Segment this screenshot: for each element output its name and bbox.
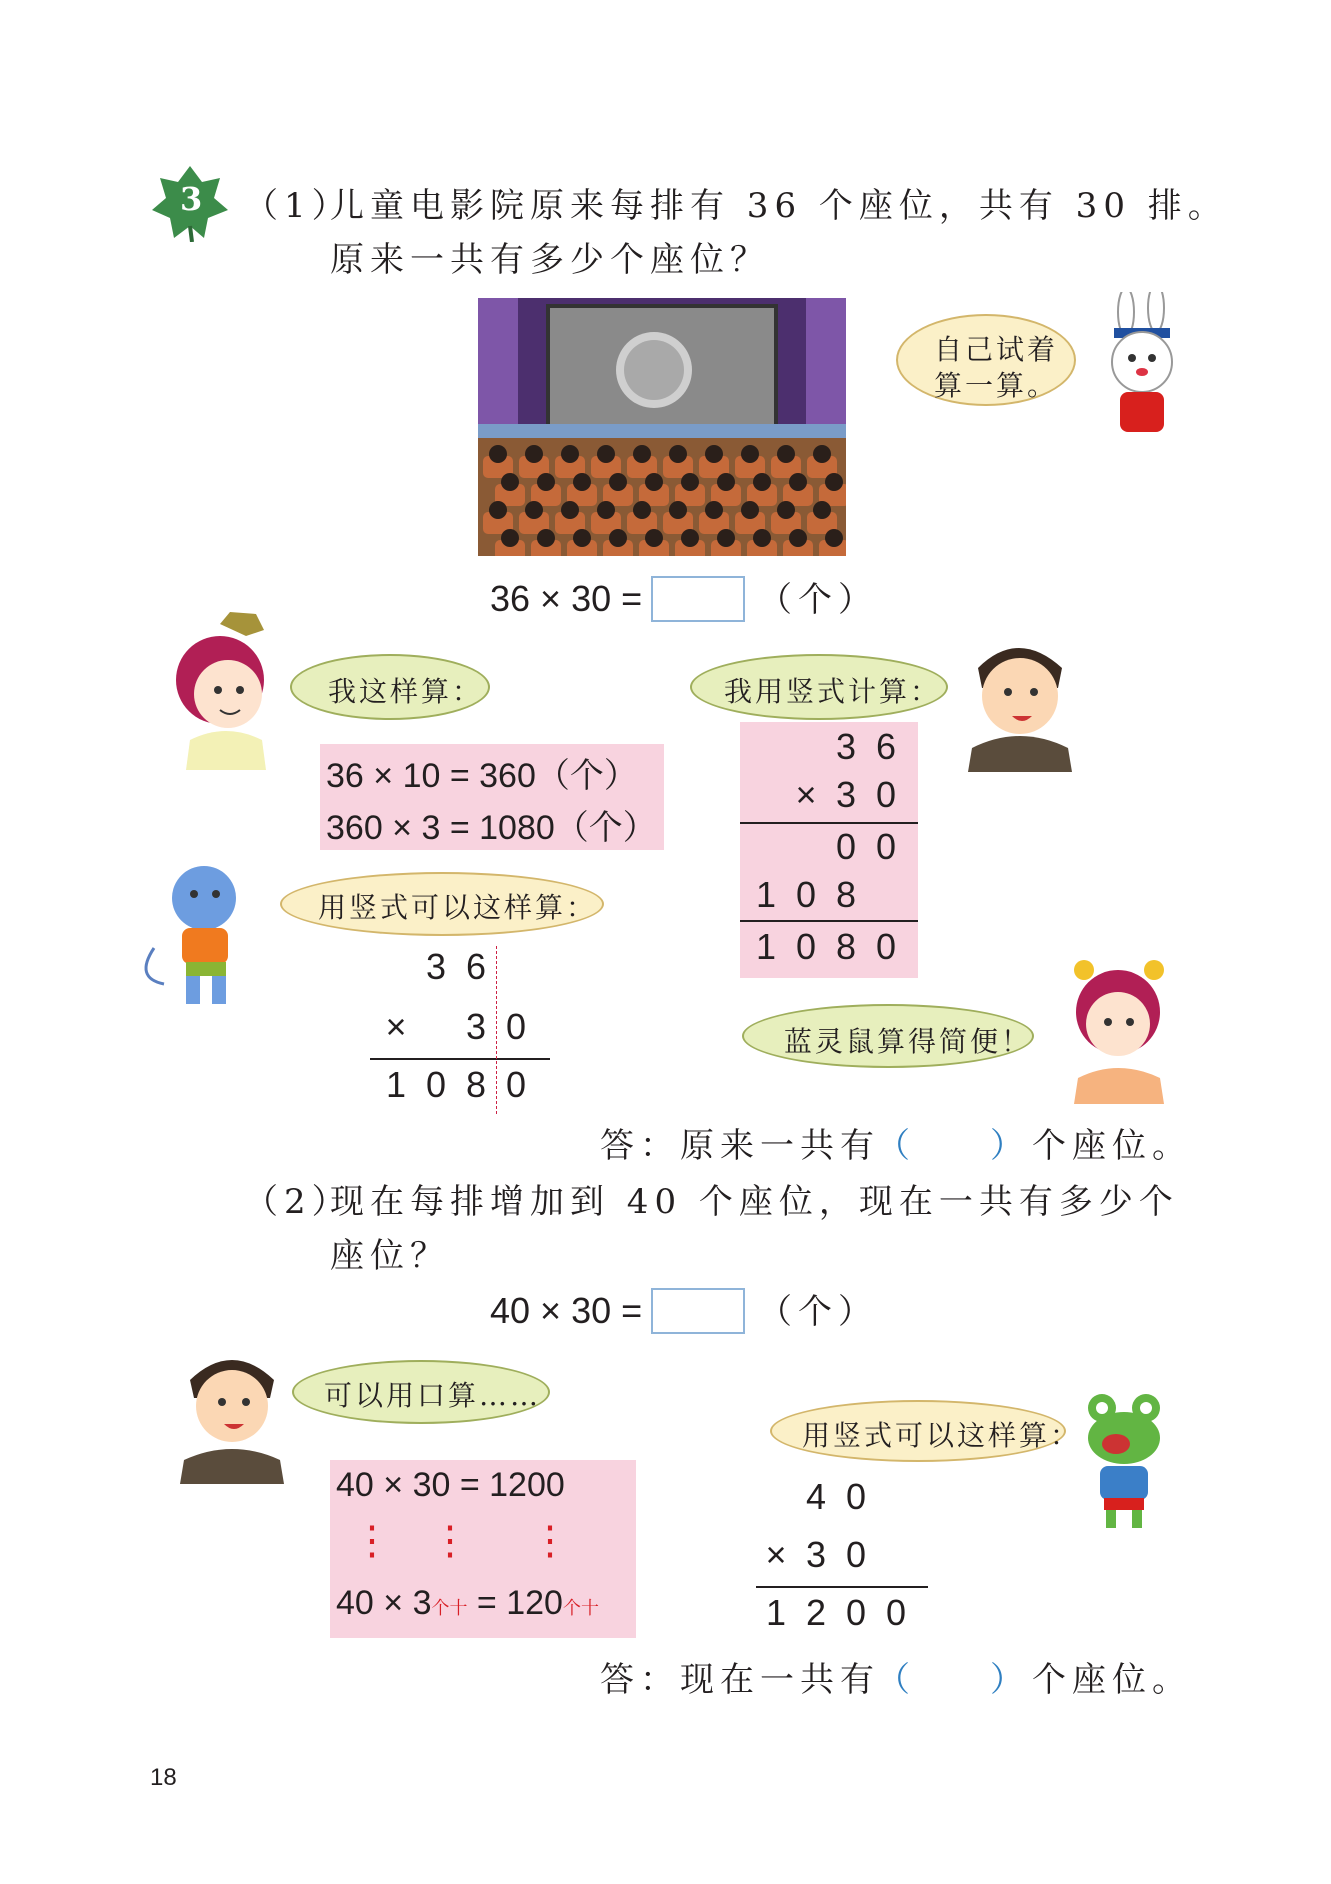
v1-row5: 1 0 8 0 <box>755 926 897 967</box>
vertical-calc-3 <box>756 1476 936 1646</box>
method2-unit-sub2: 个十 <box>562 1598 599 1618</box>
v1-rule1 <box>740 822 918 824</box>
boy2-bubble-text: 可以用口算…… <box>324 1379 542 1412</box>
audience-head <box>669 501 687 519</box>
part1-question-line1: 儿童电影院原来每排有 36 个座位，共有 30 排。 <box>330 186 1228 226</box>
v1-row4: 1 0 8 <box>755 874 857 915</box>
equation1-answer-box[interactable] <box>651 576 745 622</box>
audience-head <box>537 473 555 491</box>
audience-head <box>741 445 759 463</box>
rabbit-bubble-line2: 算一算。 <box>934 369 1059 402</box>
method2-dots-2: ⋮ <box>430 1518 470 1564</box>
answer2-close-paren: ） <box>990 1660 1024 1700</box>
frog-bubble-text: 用竖式可以这样算： <box>802 1419 1082 1452</box>
audience-head <box>717 529 735 547</box>
answer1-close-paren: ） <box>990 1126 1024 1166</box>
answer2-suffix: 个座位。 <box>1032 1660 1192 1700</box>
method1-line2: 360 × 3 = 1080（个） <box>326 809 657 847</box>
equation2-unit: （个） <box>758 1292 878 1332</box>
equation2-left: 40 × 30 = <box>490 1290 643 1331</box>
boy-character <box>958 628 1082 772</box>
answer1-open-paren: （ <box>876 1126 910 1166</box>
girl-speech-bubble <box>290 654 490 720</box>
part1-label: （1） <box>244 186 352 226</box>
answer2-prefix: 答：现在一共有 <box>600 1660 880 1700</box>
vertical-calc-1 <box>740 722 918 978</box>
audience-head <box>501 529 519 547</box>
problem-number-badge <box>150 162 230 242</box>
audience-head <box>669 445 687 463</box>
v2-rule <box>370 1058 550 1060</box>
audience-head <box>741 501 759 519</box>
part2-question-line2: 座位？ <box>330 1236 450 1276</box>
part2-label: （2） <box>244 1182 352 1222</box>
mouse-speech-bubble <box>280 872 604 936</box>
method2-line2 <box>336 1584 599 1623</box>
audience-head <box>777 445 795 463</box>
cinema-illustration <box>478 298 846 556</box>
audience-head <box>825 473 843 491</box>
audience-head <box>597 501 615 519</box>
audience-head <box>789 529 807 547</box>
audience-head <box>609 529 627 547</box>
method2-dots-3: ⋮ <box>530 1518 570 1564</box>
audience-head <box>501 473 519 491</box>
frog-speech-bubble <box>770 1400 1082 1462</box>
part2-question-line1: 现在每排增加到 40 个座位，现在一共有多少个 <box>330 1182 1179 1222</box>
v3-row1: 4 0 <box>805 1476 867 1517</box>
audience-head <box>825 529 843 547</box>
method1-box <box>320 744 664 850</box>
audience-head <box>633 501 651 519</box>
audience-head <box>813 445 831 463</box>
part1-question-line2: 原来一共有多少个座位？ <box>330 240 770 280</box>
audience-head <box>597 445 615 463</box>
v2-dashed-divider <box>496 946 497 1114</box>
boy2-character <box>176 1340 288 1484</box>
v3-row3: 1 2 0 0 <box>765 1592 907 1633</box>
answer1-suffix: 个座位。 <box>1032 1126 1192 1166</box>
audience-head <box>525 445 543 463</box>
answer1-prefix: 答：原来一共有 <box>600 1126 880 1166</box>
girl2-speech-bubble <box>742 1004 1034 1068</box>
v2-row2: × 3 0 <box>385 1006 527 1047</box>
answer1-blank[interactable] <box>920 1124 990 1166</box>
equation1-unit: （个） <box>758 580 878 620</box>
audience-head <box>789 473 807 491</box>
audience-head <box>525 501 543 519</box>
girl2-bubble-text: 蓝灵鼠算得简便！ <box>784 1025 1033 1058</box>
v3-rule <box>756 1586 928 1588</box>
v1-row3: 0 0 <box>835 826 897 867</box>
audience-head <box>681 473 699 491</box>
rabbit-speech-bubble <box>896 314 1076 406</box>
audience-head <box>645 473 663 491</box>
v2-row3: 1 0 8 0 <box>385 1064 527 1105</box>
audience-head <box>573 529 591 547</box>
audience-head <box>573 473 591 491</box>
vertical-calc-2 <box>370 946 560 1116</box>
audience-head <box>561 501 579 519</box>
audience-head <box>777 501 795 519</box>
problem-number: 3 <box>180 180 203 218</box>
audience-head <box>813 501 831 519</box>
method2-line2-left: 40 × 3 <box>336 1584 432 1622</box>
page-number: 18 <box>150 1764 177 1791</box>
mouse-bubble-text: 用竖式可以这样算： <box>318 891 598 924</box>
audience-head <box>705 501 723 519</box>
audience-head <box>681 529 699 547</box>
audience-head <box>489 445 507 463</box>
v1-row1: 3 6 <box>835 726 897 767</box>
rabbit-character <box>1086 292 1194 442</box>
equation2-answer-box[interactable] <box>651 1288 745 1334</box>
v3-row2: × 3 0 <box>765 1534 867 1575</box>
method2-line1: 40 × 30 = 1200 <box>336 1466 565 1504</box>
frog-character <box>1076 1388 1172 1530</box>
v1-row2: × 3 0 <box>795 774 897 815</box>
answer2-blank[interactable] <box>920 1658 990 1700</box>
v1-rule2 <box>740 920 918 922</box>
audience-head <box>561 445 579 463</box>
v2-row1: 3 6 <box>425 946 487 987</box>
method2-line2-mid: = 120 <box>467 1584 563 1622</box>
audience-head <box>645 529 663 547</box>
equation1-left: 36 × 30 = <box>490 578 643 619</box>
audience-head <box>537 529 555 547</box>
girl-character <box>160 610 290 770</box>
audience-head <box>717 473 735 491</box>
audience-head <box>753 473 771 491</box>
method1-line1: 36 × 10 = 360（个） <box>326 757 638 795</box>
audience-head <box>609 473 627 491</box>
method2-box <box>330 1460 636 1638</box>
girl-bubble-text: 我这样算： <box>328 675 484 708</box>
audience-head <box>633 445 651 463</box>
answer2-open-paren: （ <box>876 1660 910 1700</box>
audience-head <box>753 529 771 547</box>
audience-head <box>489 501 507 519</box>
boy-bubble-text: 我用竖式计算： <box>724 675 942 708</box>
method2-dots-1: ⋮ <box>352 1518 392 1564</box>
audience-head <box>705 445 723 463</box>
girl2-character <box>1054 954 1184 1104</box>
method2-unit-sub1: 个十 <box>431 1598 468 1618</box>
mouse-character <box>134 858 274 1008</box>
boy-speech-bubble <box>690 654 948 720</box>
boy2-speech-bubble <box>292 1360 550 1424</box>
rabbit-bubble-line1: 自己试着 <box>934 333 1059 366</box>
